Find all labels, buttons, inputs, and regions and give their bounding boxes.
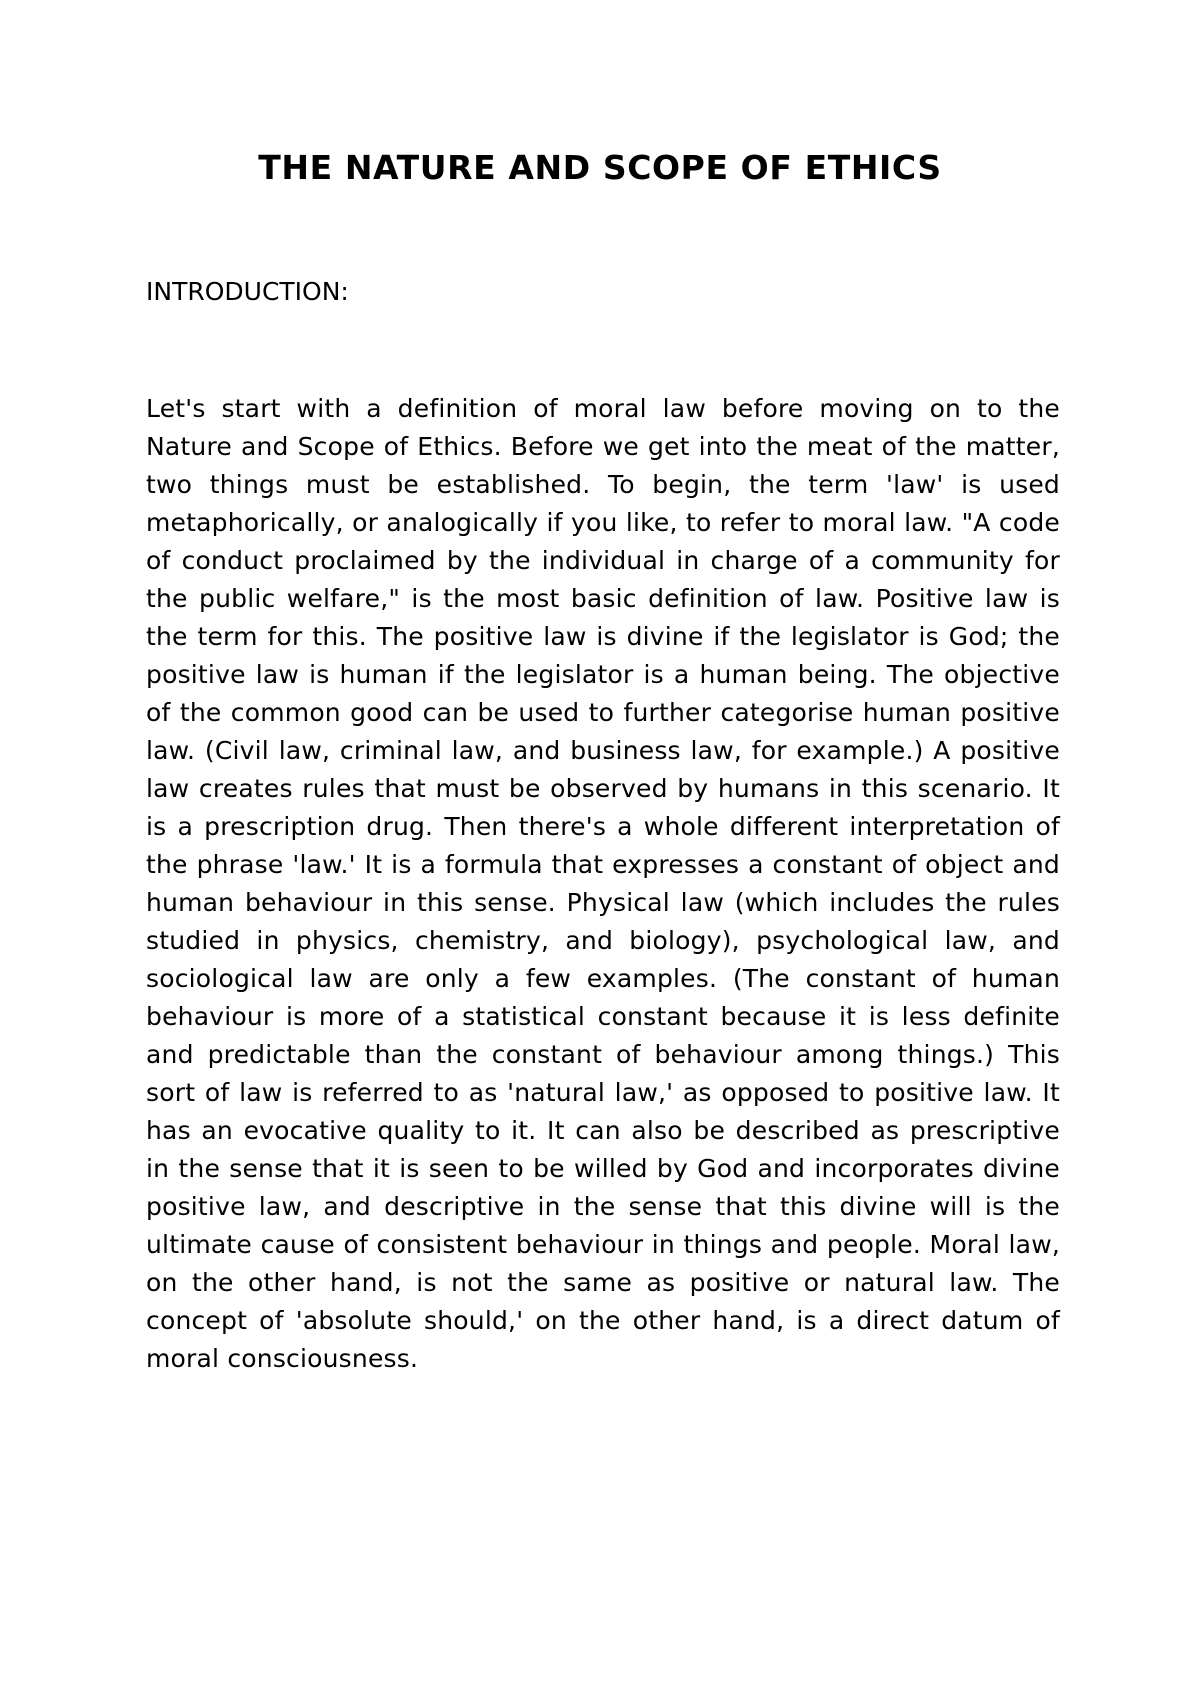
document-title: THE NATURE AND SCOPE OF ETHICS [258, 148, 942, 187]
section-heading-introduction: INTRODUCTION: [146, 277, 349, 306]
body-paragraph: Let's start with a definition of moral law before moving on to the Nature and Scope of Ethics. Before we get into the meat of the matter, two things must be established. To begin, the term 'law' is used metaphorically, or analogically if you like, to refer to moral law. "A code of conduct proclaimed by the individual in charge of a community for the public welfare," is the most basic definition of law. Positive law is the term for this. The positive law is divine if the legislator is God; the positive law is human if the legislator is a human being. The objective of the common good can be used to further categorise human positive law. (Civil law, criminal law, and business law, for example.) A positive law creates rules that must be observed by humans in this scenario. It is a prescription drug. Then there's a whole different interpretation of the phrase 'law.' It is a formula that expresses a constant of object and human behaviour in this sense. Physical law (which includes the rules studied in physics, chemistry, and biology), psychological law, and sociological law are only a few examples. (The constant of human behaviour is more of a statistical constant because it is less definite and predictable than the constant of behaviour among things.) This sort of law is referred to as 'natural law,' as opposed to positive law. It has an evocative quality to it. It can also be described as prescriptive in the sense that it is seen to be willed by God and incorporates divine positive law, and descriptive in the sense that this divine will is the ultimate cause of consistent behaviour in things and people. Moral law, on the other hand, is not the same as positive or natural law. The concept of 'absolute should,' on the other hand, is a direct datum of moral consciousness. [146, 394, 1060, 1373]
